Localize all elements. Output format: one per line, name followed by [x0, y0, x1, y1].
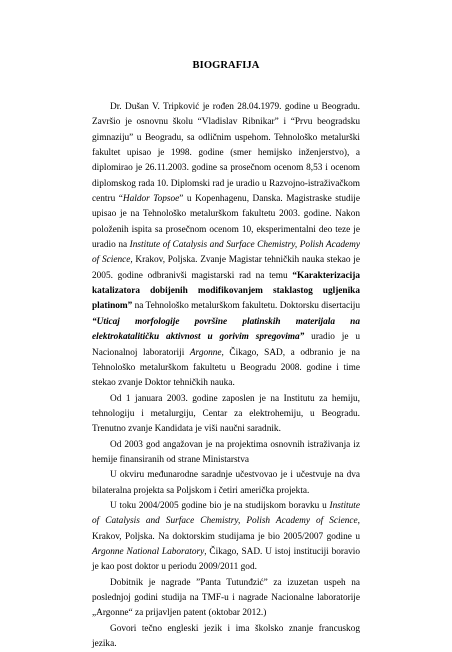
text-run: Krakov, Poljska. Zvanje Magistar tehničkih nauka stekao je 2005. godine odbranivši magistarski rad na temu: [92, 255, 361, 281]
paragraph-awards: Dobitnik je nagrade ”Panta Tutunđzić” za izuzetan uspeh na poslednjoj godini studija na TMF-u i nagrade Nacionalne laboratorije „Argonne“ za prijavljen patent (oktobar 2012.): [92, 577, 360, 619]
paragraph-employment: Od 1 januara 2003. godine zaposlen je na Institutu za hemiju, tehnologiju i metalurgiju, Centar za elektrohemiju, u Beogradu. Trenutno zvanje Kandidata je viši naučni saradnik.: [92, 393, 360, 435]
document-body: [92, 100, 360, 652]
paragraph-education: [92, 100, 360, 392]
italic-run: Institute of Catalysis and Surface Chemistry, Polish Academy of Science,: [92, 240, 360, 266]
italic-run: Argonne National Laboratory: [92, 546, 205, 557]
bold-run: “Karakterizacija katalizatora dobijenih modifikovanjem staklastog ugljenika platinom”: [92, 270, 360, 312]
paragraph-languages: Govori tečno engleski jezik i ima školsko znanje francuskog jezika.: [92, 623, 360, 650]
italic-run: Haldor Topsoe: [122, 194, 180, 205]
document-title: BIOGRAFIJA: [192, 60, 260, 71]
italic-run: Argonne,: [189, 347, 224, 358]
text-run: Dr. Dušan V. Tripković je rođen 28.04.1979. godine u Beogradu. Završio je osnovnu školu “Vladislav Ribnikar” i “Prvu beogradsku gimnaziju” u Beogradu, sa odličnim uspehom. Tehnološko metalurški fakultet upisao je 1998. godine (smer hemijsko inženjerstvo), a diplomirao je 26.11.2003. godine sa prosečnom ocenom 8,53 i ocenom diplomskog rada 10. Diplomski rad je uradio u Razvojno-istraživačkom centru “: [92, 102, 360, 205]
paragraph-projects: Od 2003 god angažovan je na projektima osnovnih istraživanja iz hemije finansiranih od strane Ministarstva: [92, 439, 360, 465]
paragraph-study-visits: [92, 499, 360, 576]
text-run: uradio je u Nacionalnoj laboratoriji: [92, 332, 360, 358]
text-run: ” u Kopenhagenu, Danska. Magistraske studije upisao je na Tehnološko metalurškom fakultetu 2003. godine. Nakon položenih ispita sa prosečnom ocenom 10, eksperimentalni deo teze je uradio na: [92, 194, 360, 251]
text-run: Čikago, SAD, a odbranio je na Tehnološko metalurškom fakultetu u Beogradu 2008. godine i time stekao zvanje Doktor tehničkih nauka.: [92, 347, 360, 389]
text-run: U toku 2004/2005 godine bio je na studijskom boravku u: [110, 500, 330, 511]
paragraph-international: U okviru međunarodne saradnje učestvovao je i učestvuje na dva bilateralna projekta sa Poljskom i četiri američka projekta.: [92, 470, 360, 496]
bold-italic-run: “Uticaj morfologije površine platinskih materijala na elektrokatalitičku aktivnost u gorivim spregovima”: [92, 316, 360, 343]
text-run: , Čikago, SAD. U istoj instituciji boravio je kao post doktor u periodu 2009/2011 god.: [92, 546, 360, 573]
text-run: na Tehnološko metalurškom fakultetu. Doktorsku disertaciju: [132, 301, 360, 312]
text-run: Krakov, Poljska. Na doktorskim studijama je bio 2005/2007 godine u: [92, 531, 360, 542]
italic-run: Institute of Catalysis and Surface Chemistry, Polish Academy of Science,: [92, 500, 360, 527]
